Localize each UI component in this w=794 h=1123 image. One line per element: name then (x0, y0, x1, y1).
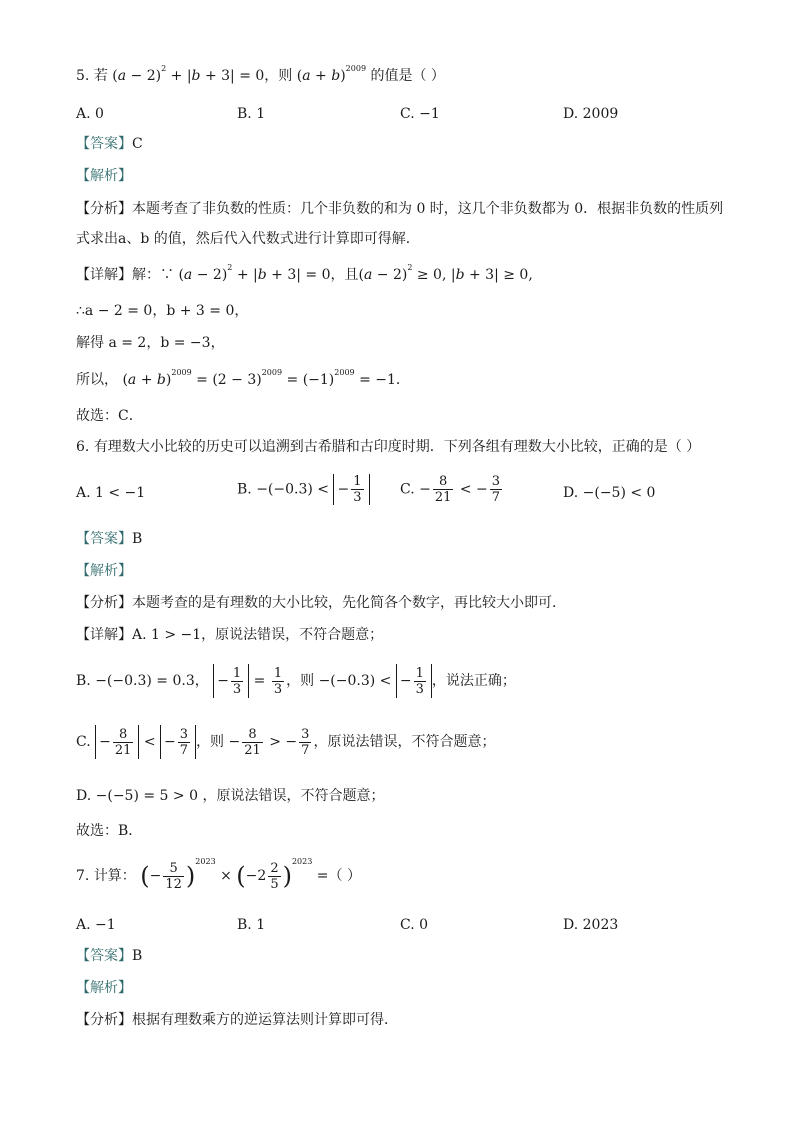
q6-detail-d: D. −(−5) = 5 > 0 ，原说法错误，不符合题意； (76, 788, 385, 804)
q5-option-a: A. 0 (76, 106, 104, 122)
analysis-tag: 【分析】 (76, 1012, 132, 1028)
q5-answer-value: C (132, 136, 143, 152)
q5-equation: $(a - 2)^2 + |b + 3| = 0$，则 $(a + b)^{2009}$ (112, 64, 367, 84)
analysis-tag: 【分析】 (76, 201, 132, 217)
q6-stem-text: 有理数大小比较的历史可以追溯到古希腊和古印度时期．下列各组有理数大小比较，正确的是（ ） (93, 439, 701, 455)
q5-detail-mid: ，且 (330, 267, 359, 283)
q7-analysis (76, 1010, 398, 1030)
q7-pre: 计算： (93, 868, 136, 884)
q6-answer (76, 529, 142, 549)
q5-detail-pre: 解：∵ (132, 267, 174, 283)
q6-analysis-text: 本题考查的是有理数的大小比较，先化简各个数字，再比较大小即可． (132, 595, 566, 611)
q7-answer (76, 946, 142, 966)
q6-option-d: D. −(−5) < 0 (563, 485, 656, 501)
q7-option-a: A. −1 (76, 917, 116, 933)
q6-jiexi: 【解析】 (76, 563, 132, 579)
q6-option-c: C. − $\frac{8}{21}$ < − $\frac{3}{7}$ (400, 474, 501, 505)
q5-post: 的值是（ ） (370, 68, 445, 84)
q7-post: =（ ） (316, 868, 361, 884)
q7-option-c: C. 0 (400, 917, 429, 933)
detail-tag: 【详解】 (76, 267, 132, 283)
answer-tag: 【答案】 (76, 531, 132, 547)
q5-analysis-line2: 式求出a、b 的值，然后代入代数式进行计算即可得解． (76, 231, 420, 247)
q5-conclusion: 故选：C． (76, 408, 143, 424)
q6-option-a: A. 1 < −1 (76, 485, 146, 501)
q6-detail-c-pre: C. (76, 734, 91, 750)
q6-detail-c-end: ，原说法错误，不符合题意； (313, 734, 496, 750)
q6-conclusion: 故选：B． (76, 823, 143, 839)
q7-number: 7. (76, 868, 90, 884)
q5-option-c: C. −1 (400, 106, 440, 122)
q6-detail-b: B. −(−0.3) = 0.3， − $\frac{1}{3}$ = $\frac{1}{3}$ ，则 −(−0.3) < − $\frac{1}{3}$ ，说法正确； (76, 665, 516, 697)
q5-jiexi: 【解析】 (76, 168, 132, 184)
q6-detail-c: C. − $\frac{8}{21}$ < − $\frac{3}{7}$ ，则 − $\frac{8}{21}$ > − $\frac{3}{7}$ ，原说法错误，不符合题意； (76, 726, 496, 758)
q6-option-c-label: C. (400, 481, 415, 498)
q5-stem (76, 66, 445, 86)
q5-detail-eq: $(a - 2)^2 + |b + 3| = 0$ (178, 263, 331, 283)
q5-step4-eq: $(a + b)^{2009} = (2 - 3)^{2009} = (-1)^{2009} = -1$． (122, 368, 410, 388)
q6-detail-a-text: A. 1 > −1，原说法错误，不符合题意； (132, 627, 384, 643)
q6-option-b: B. −(−0.3) < − $\frac{1}{3}$ (237, 474, 370, 505)
q6-answer-value: B (132, 531, 143, 547)
q6-detail-c-then: ，则 − (196, 734, 241, 750)
q5-step4-pre: 所以， (76, 372, 118, 388)
q7-option-b: B. 1 (237, 917, 266, 933)
q7-answer-value: B (132, 948, 143, 964)
q5-step2: ∴a − 2 = 0，b + 3 = 0， (76, 303, 249, 319)
q5-pre: 若 (93, 68, 108, 84)
q6-detail-a (76, 625, 383, 645)
q6-detail-b-then: ，则 −(−0.3) < (286, 673, 392, 689)
analysis-tag: 【分析】 (76, 595, 132, 611)
q5-analysis-text1: 本题考查了非负数的性质：几个非负数的和为 0 时，这几个非负数都为 0．根据非负数的性质列 (132, 201, 724, 217)
q6-stem (76, 437, 700, 457)
q6-number: 6. (76, 439, 90, 455)
q5-step3: 解得 a = 2，b = −3， (76, 335, 225, 351)
q6-detail-b-end: ，说法正确； (431, 673, 516, 689)
q6-analysis (76, 593, 566, 613)
q6-detail-b-pre: B. −(−0.3) = 0.3， (76, 673, 209, 689)
answer-tag: 【答案】 (76, 136, 132, 152)
q5-number: 5. (76, 68, 90, 84)
q5-answer (76, 134, 143, 154)
q5-detail-ineq: $(a - 2)^2 \ge 0$, |b + 3| ≥ 0, (358, 263, 533, 283)
q7-option-d: D. 2023 (563, 917, 619, 933)
q5-step4 (76, 370, 410, 390)
q6-option-b-label: B. (237, 481, 252, 498)
q5-detail-line1 (76, 265, 533, 285)
q7-stem: 7. 计算： (− $\frac{5}{12}$ )$^{2023}$ × (−2 $\frac{2}{5}$ )$^{2023}$ =（ ） (76, 857, 361, 892)
q7-jiexi: 【解析】 (76, 980, 132, 996)
detail-tag: 【详解】 (76, 627, 132, 643)
q5-option-b: B. 1 (237, 106, 266, 122)
q7-analysis-text: 根据有理数乘方的逆运算法则计算即可得． (132, 1012, 398, 1028)
answer-tag: 【答案】 (76, 948, 132, 964)
q5-option-d: D. 2009 (563, 106, 619, 122)
q5-analysis-line1 (76, 199, 723, 219)
